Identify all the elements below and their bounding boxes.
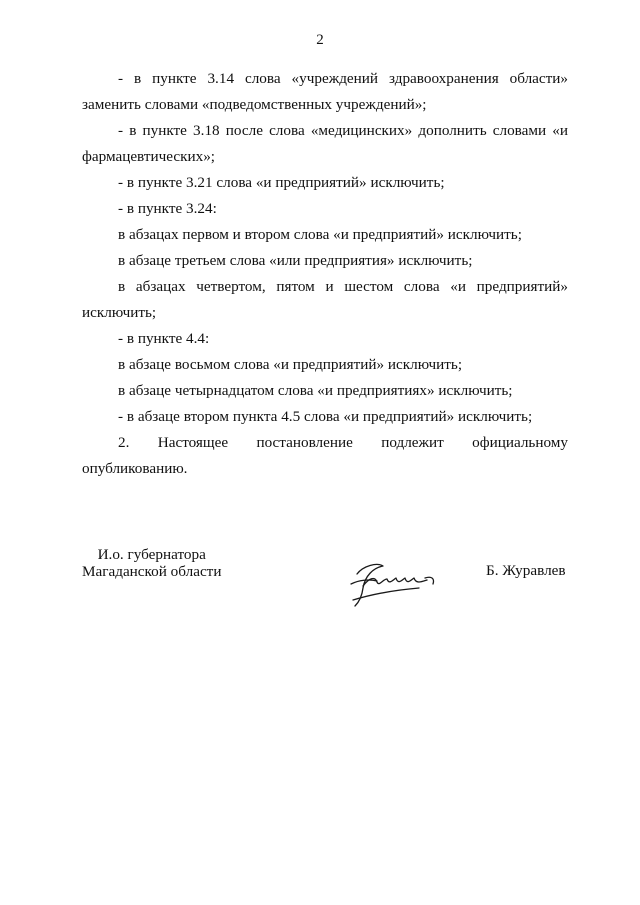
signatory-position: [82, 546, 221, 580]
document-body: [82, 66, 568, 482]
signature-block: [0, 546, 640, 616]
paragraph-item-4-4: - в пункте 4.4:: [118, 330, 210, 347]
paragraph-publication: 2. Настоящее постановление подлежит официальному опубликованию.: [82, 434, 568, 477]
page-number: 2: [316, 32, 324, 48]
paragraph-item-4-5: - в абзаце втором пункта 4.5 слова «и предприятий» исключить;: [118, 408, 533, 425]
paragraph-3-24-first-second: в абзацах первом и втором слова «и предприятий» исключить;: [118, 226, 522, 243]
paragraph-3-24-fourth-sixth: в абзацах четвертом, пятом и шестом слова «и предприятий» исключить;: [82, 278, 568, 321]
handwritten-signature: [343, 554, 443, 610]
paragraph-item-3-24: - в пункте 3.24:: [118, 200, 217, 217]
paragraph-3-24-third: в абзаце третьем слова «или предприятия» исключить;: [118, 252, 473, 269]
paragraph-4-4-fourteenth: в абзаце четырнадцатом слова «и предприятиях» исключить;: [118, 382, 513, 399]
signatory-position-line2: Магаданской области: [82, 563, 222, 580]
signatory-position-line1: И.о. губернатора: [97, 546, 206, 563]
signatory-name: Б. Журавлев: [486, 562, 566, 579]
paragraph-item-3-18: - в пункте 3.18 после слова «медицинских» дополнить словами «и фармацевтических»;: [82, 122, 568, 165]
paragraph-4-4-eighth: в абзаце восьмом слова «и предприятий» исключить;: [118, 356, 463, 373]
paragraph-item-3-21: - в пункте 3.21 слова «и предприятий» исключить;: [118, 174, 445, 191]
paragraph-item-3-14: - в пункте 3.14 слова «учреждений здравоохранения области» заменить словами «подведомственных учреждений»;: [82, 70, 568, 113]
